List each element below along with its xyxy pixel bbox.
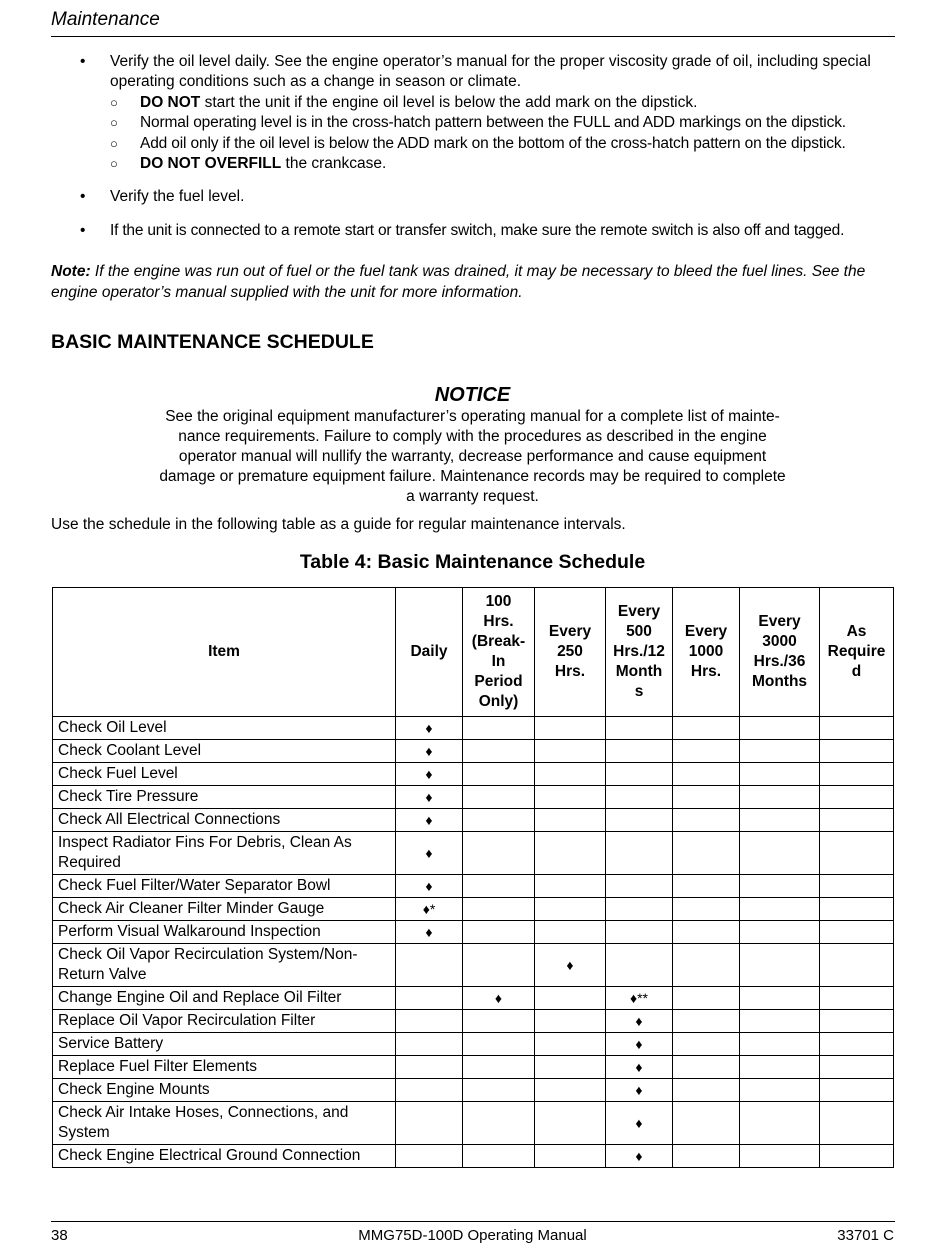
empty-cell	[673, 987, 740, 1010]
item-cell	[53, 898, 396, 921]
table-row	[53, 1033, 894, 1056]
item-cell	[53, 809, 396, 832]
item-text: Change Engine Oil and Replace Oil Filter	[58, 989, 342, 1006]
empty-cell	[396, 1056, 463, 1079]
table-row	[53, 987, 894, 1010]
sub-bullet-item	[110, 154, 900, 174]
item-text: Return Valve	[58, 966, 147, 983]
empty-cell	[820, 1010, 894, 1033]
empty-cell	[535, 1079, 606, 1102]
empty-cell	[820, 763, 894, 786]
column-header-line: Hrs.	[554, 663, 586, 680]
notice-line: a warranty request.	[406, 488, 539, 505]
item-cell	[53, 1056, 396, 1079]
footer-manual-title: MMG75D-100D Operating Manual	[358, 1227, 587, 1244]
diamond-mark-cell: ♦	[606, 1145, 673, 1168]
empty-cell	[463, 786, 535, 809]
column-header-line: Hrs.	[483, 613, 514, 630]
column-header	[463, 588, 535, 717]
diamond-mark-cell: ♦	[606, 1102, 673, 1145]
empty-cell	[606, 786, 673, 809]
column-header-line: (Break-	[471, 633, 526, 650]
empty-cell	[740, 944, 820, 987]
empty-cell	[535, 832, 606, 875]
empty-cell	[535, 786, 606, 809]
empty-cell	[820, 717, 894, 740]
table-row	[53, 875, 894, 898]
empty-cell	[673, 1033, 740, 1056]
item-text: Service Battery	[58, 1035, 164, 1052]
table-row	[53, 740, 894, 763]
column-header-line: Month	[615, 663, 663, 680]
empty-cell	[606, 809, 673, 832]
table-row	[53, 786, 894, 809]
column-header-line: 100	[485, 593, 512, 610]
bullet-icon: •	[80, 188, 86, 206]
circle-bullet-icon: ○	[110, 135, 118, 151]
sub-bullet-text: the crankcase.	[281, 155, 387, 173]
table-row	[53, 944, 894, 987]
empty-cell	[606, 944, 673, 987]
bullet-item	[80, 221, 900, 241]
column-header-line: d	[851, 663, 862, 680]
empty-cell	[673, 1102, 740, 1145]
column-header-line: Every	[548, 623, 592, 640]
empty-cell	[396, 1079, 463, 1102]
notice-line: nance requirements. Failure to comply with the procedures as described in the engine	[178, 428, 767, 445]
column-header-line: Every	[684, 623, 728, 640]
item-cell	[53, 921, 396, 944]
empty-cell	[606, 763, 673, 786]
bullet-item	[80, 52, 900, 174]
empty-cell	[820, 898, 894, 921]
empty-cell	[673, 740, 740, 763]
column-header-line: Require	[827, 643, 886, 660]
sub-bullet-bold: DO NOT OVERFILL	[140, 155, 282, 173]
empty-cell	[606, 717, 673, 740]
empty-cell	[463, 809, 535, 832]
sub-bullet-text: start the unit if the engine oil level is below the add mark on the dipstick.	[200, 93, 698, 111]
column-header-line: 3000	[762, 633, 797, 650]
page-header-title: Maintenance	[51, 9, 160, 30]
empty-cell	[535, 1033, 606, 1056]
notice-title: NOTICE	[434, 384, 511, 406]
notice-line: operator manual will nullify the warranty, decrease performance and cause equipment	[178, 448, 767, 465]
item-text: Check Fuel Level	[58, 765, 178, 782]
item-text: Replace Fuel Filter Elements	[58, 1058, 257, 1075]
empty-cell	[606, 875, 673, 898]
empty-cell	[606, 921, 673, 944]
column-header	[535, 588, 606, 717]
diamond-mark-cell: ♦	[606, 1056, 673, 1079]
item-text: Perform Visual Walkaround Inspection	[58, 923, 321, 940]
empty-cell	[606, 898, 673, 921]
empty-cell	[535, 987, 606, 1010]
empty-cell	[463, 1056, 535, 1079]
column-header-line: Item	[208, 643, 240, 660]
diamond-mark-cell: ♦	[396, 832, 463, 875]
notice-line: See the original equipment manufacturer’s operating manual for a complete list of mainte-	[165, 408, 780, 425]
footer-rule	[51, 1221, 895, 1222]
circle-bullet-icon: ○	[110, 156, 118, 172]
empty-cell	[740, 1033, 820, 1056]
column-header-line: As	[846, 623, 867, 640]
empty-cell	[463, 1079, 535, 1102]
column-header-line: Period	[474, 673, 523, 690]
table-row	[53, 717, 894, 740]
table-row	[53, 1145, 894, 1168]
empty-cell	[820, 944, 894, 987]
empty-cell	[673, 763, 740, 786]
item-text: Check Oil Level	[58, 719, 167, 736]
sub-bullet-list	[110, 93, 900, 175]
empty-cell	[535, 898, 606, 921]
empty-cell	[673, 1056, 740, 1079]
item-cell	[53, 717, 396, 740]
bullet-text: If the unit is connected to a remote start or transfer switch, make sure the remote switch is also off and tagged.	[110, 221, 845, 239]
empty-cell	[740, 875, 820, 898]
column-header	[606, 588, 673, 717]
column-header	[673, 588, 740, 717]
column-header-line: Hrs.	[690, 663, 722, 680]
table-row	[53, 921, 894, 944]
empty-cell	[396, 1010, 463, 1033]
table-row	[53, 832, 894, 875]
item-text: Required	[58, 854, 121, 871]
bullet-text: Verify the fuel level.	[110, 188, 245, 206]
notice-body	[130, 407, 815, 507]
empty-cell	[740, 921, 820, 944]
empty-cell	[740, 1056, 820, 1079]
empty-cell	[463, 1145, 535, 1168]
header-rule	[51, 36, 895, 37]
empty-cell	[535, 921, 606, 944]
diamond-mark-cell: ♦	[606, 1033, 673, 1056]
empty-cell	[673, 1079, 740, 1102]
bullet-icon: •	[80, 221, 86, 239]
empty-cell	[820, 786, 894, 809]
empty-cell	[820, 1056, 894, 1079]
empty-cell	[740, 1145, 820, 1168]
diamond-mark-cell: ♦*	[396, 898, 463, 921]
item-cell	[53, 786, 396, 809]
sub-bullet-item	[110, 134, 900, 154]
column-header-line: In	[491, 653, 506, 670]
empty-cell	[673, 1145, 740, 1168]
table-row	[53, 1010, 894, 1033]
column-header-line: Only)	[478, 693, 519, 710]
empty-cell	[740, 832, 820, 875]
circle-bullet-icon: ○	[110, 115, 118, 131]
column-header-line: 500	[626, 623, 652, 640]
column-header-line: Months	[751, 673, 808, 690]
empty-cell	[820, 875, 894, 898]
column-header-line: 1000	[688, 643, 724, 660]
table-row	[53, 898, 894, 921]
note-paragraph	[51, 261, 901, 303]
empty-cell	[740, 987, 820, 1010]
diamond-mark-cell: ♦	[606, 1010, 673, 1033]
empty-cell	[740, 740, 820, 763]
maintenance-schedule-table	[52, 587, 894, 1168]
empty-cell	[606, 740, 673, 763]
empty-cell	[396, 1102, 463, 1145]
table-row	[53, 1056, 894, 1079]
empty-cell	[463, 875, 535, 898]
column-header-line: Daily	[410, 643, 448, 660]
empty-cell	[673, 898, 740, 921]
item-text: Check Air Intake Hoses, Connections, and	[58, 1104, 349, 1121]
empty-cell	[463, 740, 535, 763]
item-text: Check Oil Vapor Recirculation System/Non-	[58, 946, 358, 963]
column-header-line: Every	[758, 613, 801, 630]
column-header-line: Hrs./36	[753, 653, 806, 670]
empty-cell	[463, 1102, 535, 1145]
table-row	[53, 1079, 894, 1102]
empty-cell	[673, 944, 740, 987]
item-text: Check Fuel Filter/Water Separator Bowl	[58, 877, 331, 894]
empty-cell	[396, 1145, 463, 1168]
column-header	[740, 588, 820, 717]
table-row	[53, 1102, 894, 1145]
empty-cell	[820, 832, 894, 875]
empty-cell	[673, 875, 740, 898]
bullet-item	[80, 187, 900, 207]
sub-bullet-item	[110, 93, 900, 113]
empty-cell	[463, 763, 535, 786]
empty-cell	[740, 786, 820, 809]
sub-bullet-item	[110, 113, 900, 133]
item-text: Check Tire Pressure	[58, 788, 199, 805]
empty-cell	[740, 1010, 820, 1033]
note-label: Note:	[51, 263, 91, 280]
empty-cell	[673, 921, 740, 944]
item-text: Inspect Radiator Fins For Debris, Clean As	[58, 834, 352, 851]
empty-cell	[396, 944, 463, 987]
empty-cell	[396, 987, 463, 1010]
empty-cell	[463, 832, 535, 875]
column-header-item	[53, 588, 396, 717]
diamond-mark-cell: ♦**	[606, 987, 673, 1010]
sub-bullet-text: Normal operating level is in the cross-hatch pattern between the FULL and ADD markings on the dipstick.	[140, 114, 846, 132]
bullet-icon: •	[80, 53, 86, 70]
empty-cell	[535, 1056, 606, 1079]
empty-cell	[673, 1010, 740, 1033]
item-cell	[53, 944, 396, 987]
table-header-row	[53, 588, 894, 717]
diamond-mark-cell: ♦	[396, 717, 463, 740]
diamond-mark-cell: ♦	[396, 763, 463, 786]
empty-cell	[740, 1102, 820, 1145]
diamond-mark-cell: ♦	[396, 786, 463, 809]
diamond-mark-cell: ♦	[606, 1079, 673, 1102]
item-text: Check Engine Mounts	[58, 1081, 210, 1098]
item-cell	[53, 1102, 396, 1145]
note-text: If the engine was run out of fuel or the fuel tank was drained, it may be necessary to bleed the fuel lines. See the engine operator’s manual supplied with the unit for more information.	[51, 263, 866, 301]
section-heading: BASIC MAINTENANCE SCHEDULE	[51, 331, 374, 353]
empty-cell	[535, 740, 606, 763]
empty-cell	[740, 1079, 820, 1102]
column-header-line: s	[634, 683, 644, 700]
column-header-line: Every	[617, 603, 661, 620]
item-cell	[53, 740, 396, 763]
column-header	[396, 588, 463, 717]
empty-cell	[535, 763, 606, 786]
empty-cell	[673, 832, 740, 875]
intro-text: Use the schedule in the following table as a guide for regular maintenance intervals.	[51, 516, 626, 533]
item-cell	[53, 987, 396, 1010]
empty-cell	[673, 809, 740, 832]
bullet-list	[80, 52, 900, 241]
table-row	[53, 763, 894, 786]
empty-cell	[535, 875, 606, 898]
empty-cell	[820, 1033, 894, 1056]
item-text: Replace Oil Vapor Recirculation Filter	[58, 1012, 316, 1029]
empty-cell	[463, 717, 535, 740]
item-cell	[53, 1010, 396, 1033]
table-title: Table 4: Basic Maintenance Schedule	[299, 551, 646, 573]
empty-cell	[820, 1102, 894, 1145]
empty-cell	[740, 763, 820, 786]
sub-bullet-bold: DO NOT	[140, 93, 201, 111]
footer-page-number: 38	[51, 1227, 68, 1244]
empty-cell	[463, 921, 535, 944]
sub-bullet-text: Add oil only if the oil level is below the ADD mark on the bottom of the cross-hatch pattern on the dipstick.	[140, 134, 846, 152]
item-cell	[53, 763, 396, 786]
diamond-mark-cell: ♦	[396, 740, 463, 763]
item-text: Check All Electrical Connections	[58, 811, 281, 828]
notice-line: damage or premature equipment failure. Maintenance records may be required to complete	[159, 468, 786, 485]
item-cell	[53, 875, 396, 898]
diamond-mark-cell: ♦	[396, 875, 463, 898]
diamond-mark-cell: ♦	[396, 921, 463, 944]
empty-cell	[820, 809, 894, 832]
column-header	[820, 588, 894, 717]
bullet-text: Verify the oil level daily. See the engine operator’s manual for the proper viscosity grade of oil, including special operating conditions such as a change in season or climate.	[110, 53, 871, 91]
empty-cell	[463, 1033, 535, 1056]
diamond-mark-cell: ♦	[396, 809, 463, 832]
empty-cell	[740, 809, 820, 832]
empty-cell	[535, 1010, 606, 1033]
empty-cell	[740, 898, 820, 921]
column-header-line: 250	[557, 643, 583, 660]
empty-cell	[673, 786, 740, 809]
item-text: Check Engine Electrical Ground Connection	[58, 1147, 361, 1164]
item-cell	[53, 1145, 396, 1168]
diamond-mark-cell: ♦	[535, 944, 606, 987]
empty-cell	[535, 1102, 606, 1145]
item-text: Check Coolant Level	[58, 742, 202, 759]
item-cell	[53, 1033, 396, 1056]
empty-cell	[673, 717, 740, 740]
empty-cell	[820, 1079, 894, 1102]
empty-cell	[463, 944, 535, 987]
item-cell	[53, 1079, 396, 1102]
empty-cell	[740, 717, 820, 740]
footer-doc-number: 33701 C	[837, 1227, 894, 1244]
empty-cell	[820, 1145, 894, 1168]
empty-cell	[463, 898, 535, 921]
empty-cell	[535, 717, 606, 740]
item-text: Check Air Cleaner Filter Minder Gauge	[58, 900, 325, 917]
empty-cell	[820, 921, 894, 944]
empty-cell	[820, 987, 894, 1010]
empty-cell	[463, 1010, 535, 1033]
empty-cell	[820, 740, 894, 763]
circle-bullet-icon: ○	[110, 94, 118, 110]
empty-cell	[535, 1145, 606, 1168]
empty-cell	[606, 832, 673, 875]
item-cell	[53, 832, 396, 875]
item-text: System	[58, 1124, 110, 1141]
diamond-mark-cell: ♦	[463, 987, 535, 1010]
empty-cell	[396, 1033, 463, 1056]
column-header-line: Hrs./12	[613, 643, 665, 660]
table-row	[53, 809, 894, 832]
empty-cell	[535, 809, 606, 832]
